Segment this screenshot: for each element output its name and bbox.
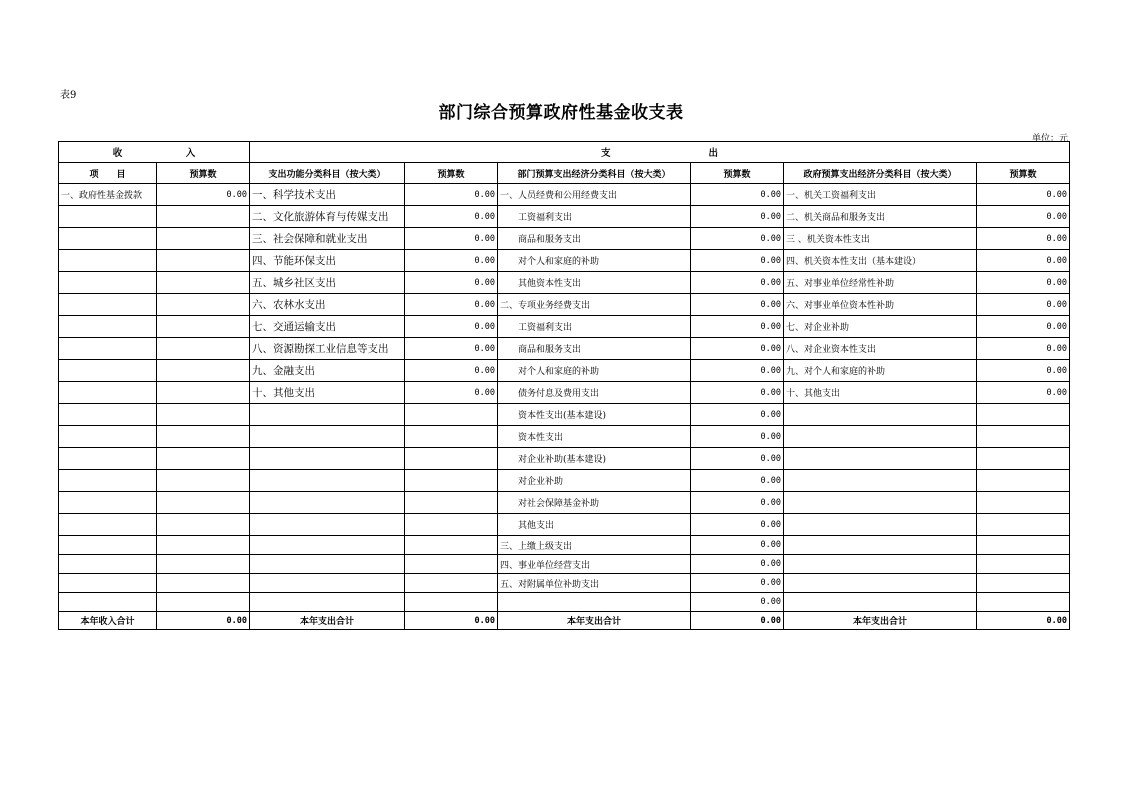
table-row xyxy=(59,250,1070,272)
income-amount xyxy=(157,206,250,228)
dept-econ-amount: 0.00 xyxy=(691,250,784,272)
func-amount: 0.00 xyxy=(405,250,498,272)
gov-econ-item: 八、对企业资本性支出 xyxy=(784,338,977,360)
func-amount: 0.00 xyxy=(405,294,498,316)
func-amount: 0.00 xyxy=(405,338,498,360)
dept-econ-item: 资本性支出(基本建设) xyxy=(498,404,691,426)
gov-econ-item: 九、对个人和家庭的补助 xyxy=(784,360,977,382)
gov-econ-item: 二、机关商品和服务支出 xyxy=(784,206,977,228)
dept-econ-amount: 0.00 xyxy=(691,426,784,448)
income-item xyxy=(59,316,157,338)
dept-econ-item xyxy=(498,593,691,612)
gov-econ-item xyxy=(784,426,977,448)
col-func-budget: 预算数 xyxy=(405,163,498,184)
gov-econ-item: 四、机关资本性支出（基本建设） xyxy=(784,250,977,272)
dept-econ-amount: 0.00 xyxy=(691,228,784,250)
total-income-amount: 0.00 xyxy=(157,612,250,630)
gov-econ-amount: 0.00 xyxy=(977,206,1070,228)
dept-econ-amount: 0.00 xyxy=(691,574,784,593)
func-item xyxy=(250,448,405,470)
income-amount xyxy=(157,426,250,448)
func-item xyxy=(250,536,405,555)
header-row-group xyxy=(59,142,1070,163)
gov-econ-amount: 0.00 xyxy=(977,250,1070,272)
income-item xyxy=(59,338,157,360)
dept-econ-amount: 0.00 xyxy=(691,206,784,228)
income-item xyxy=(59,404,157,426)
income-item xyxy=(59,536,157,555)
func-item xyxy=(250,426,405,448)
func-item: 八、资源勘探工业信息等支出 xyxy=(250,338,405,360)
table-row xyxy=(59,574,1070,593)
gov-econ-amount: 0.00 xyxy=(977,184,1070,206)
gov-econ-amount xyxy=(977,470,1070,492)
gov-econ-amount xyxy=(977,448,1070,470)
dept-econ-item: 工资福利支出 xyxy=(498,206,691,228)
table-row xyxy=(59,426,1070,448)
income-amount xyxy=(157,382,250,404)
header-row-columns xyxy=(59,163,1070,184)
table-row xyxy=(59,536,1070,555)
col-dept-budget: 预算数 xyxy=(691,163,784,184)
func-amount xyxy=(405,536,498,555)
gov-econ-amount xyxy=(977,536,1070,555)
gov-econ-item xyxy=(784,536,977,555)
gov-econ-amount: 0.00 xyxy=(977,294,1070,316)
income-item xyxy=(59,360,157,382)
func-amount xyxy=(405,514,498,536)
func-amount xyxy=(405,470,498,492)
income-amount: 0.00 xyxy=(157,184,250,206)
col-func-class: 支出功能分类科目（按大类） xyxy=(250,163,405,184)
income-amount xyxy=(157,514,250,536)
income-amount xyxy=(157,470,250,492)
func-amount xyxy=(405,404,498,426)
gov-econ-amount: 0.00 xyxy=(977,228,1070,250)
func-item xyxy=(250,514,405,536)
func-amount: 0.00 xyxy=(405,272,498,294)
dept-econ-amount: 0.00 xyxy=(691,448,784,470)
expense-header: 支 出 xyxy=(250,142,1070,163)
dept-econ-amount: 0.00 xyxy=(691,470,784,492)
income-amount xyxy=(157,492,250,514)
income-amount xyxy=(157,574,250,593)
dept-econ-item: 四、事业单位经营支出 xyxy=(498,555,691,574)
func-amount: 0.00 xyxy=(405,360,498,382)
dept-econ-amount: 0.00 xyxy=(691,272,784,294)
gov-econ-item xyxy=(784,574,977,593)
gov-econ-item: 三 、机关资本性支出 xyxy=(784,228,977,250)
budget-table xyxy=(58,141,1070,630)
func-amount: 0.00 xyxy=(405,316,498,338)
income-amount xyxy=(157,360,250,382)
total-income-label: 本年收入合计 xyxy=(59,612,157,630)
func-amount: 0.00 xyxy=(405,206,498,228)
dept-econ-item: 五、对附属单位补助支出 xyxy=(498,574,691,593)
gov-econ-amount xyxy=(977,426,1070,448)
table-row xyxy=(59,316,1070,338)
income-item xyxy=(59,228,157,250)
table-row xyxy=(59,184,1070,206)
page-title: 部门综合预算政府性基金收支表 xyxy=(438,103,684,123)
dept-econ-item: 三、上缴上级支出 xyxy=(498,536,691,555)
income-amount xyxy=(157,536,250,555)
table-row xyxy=(59,206,1070,228)
func-item xyxy=(250,593,405,612)
table-row xyxy=(59,404,1070,426)
income-item xyxy=(59,574,157,593)
income-item xyxy=(59,382,157,404)
gov-econ-amount xyxy=(977,555,1070,574)
income-amount xyxy=(157,294,250,316)
dept-econ-amount: 0.00 xyxy=(691,382,784,404)
total-func-label: 本年支出合计 xyxy=(250,612,405,630)
gov-econ-item xyxy=(784,514,977,536)
func-item: 七、交通运输支出 xyxy=(250,316,405,338)
table-row xyxy=(59,555,1070,574)
gov-econ-item: 一、机关工资福利支出 xyxy=(784,184,977,206)
income-amount xyxy=(157,404,250,426)
income-item xyxy=(59,470,157,492)
income-amount xyxy=(157,228,250,250)
gov-econ-amount xyxy=(977,574,1070,593)
income-item xyxy=(59,448,157,470)
gov-econ-amount: 0.00 xyxy=(977,360,1070,382)
func-item xyxy=(250,492,405,514)
func-amount xyxy=(405,426,498,448)
gov-econ-amount: 0.00 xyxy=(977,316,1070,338)
gov-econ-item xyxy=(784,448,977,470)
func-amount xyxy=(405,593,498,612)
dept-econ-item: 对个人和家庭的补助 xyxy=(498,250,691,272)
func-item: 二、文化旅游体育与传媒支出 xyxy=(250,206,405,228)
income-amount xyxy=(157,338,250,360)
gov-econ-item xyxy=(784,404,977,426)
income-item xyxy=(59,593,157,612)
gov-econ-item: 五、对事业单位经常性补助 xyxy=(784,272,977,294)
func-item xyxy=(250,470,405,492)
total-dept-amount: 0.00 xyxy=(691,612,784,630)
dept-econ-item: 二、专项业务经费支出 xyxy=(498,294,691,316)
col-income-budget: 预算数 xyxy=(157,163,250,184)
dept-econ-item: 商品和服务支出 xyxy=(498,228,691,250)
gov-econ-item xyxy=(784,555,977,574)
dept-econ-item: 其他资本性支出 xyxy=(498,272,691,294)
dept-econ-amount: 0.00 xyxy=(691,593,784,612)
income-amount xyxy=(157,555,250,574)
col-gov-econ-class: 政府预算支出经济分类科目（按大类） xyxy=(784,163,977,184)
gov-econ-item: 七、对企业补助 xyxy=(784,316,977,338)
gov-econ-item: 十、其他支出 xyxy=(784,382,977,404)
dept-econ-item: 一、人员经费和公用经费支出 xyxy=(498,184,691,206)
gov-econ-amount: 0.00 xyxy=(977,272,1070,294)
income-amount xyxy=(157,316,250,338)
income-amount xyxy=(157,448,250,470)
dept-econ-amount: 0.00 xyxy=(691,404,784,426)
func-item xyxy=(250,574,405,593)
table-row xyxy=(59,492,1070,514)
dept-econ-amount: 0.00 xyxy=(691,536,784,555)
dept-econ-item: 债务付息及费用支出 xyxy=(498,382,691,404)
total-func-amount: 0.00 xyxy=(405,612,498,630)
dept-econ-item: 资本性支出 xyxy=(498,426,691,448)
dept-econ-item: 工资福利支出 xyxy=(498,316,691,338)
dept-econ-amount: 0.00 xyxy=(691,514,784,536)
dept-econ-item: 其他支出 xyxy=(498,514,691,536)
func-amount xyxy=(405,448,498,470)
dept-econ-item: 对企业补助(基本建设) xyxy=(498,448,691,470)
gov-econ-item xyxy=(784,593,977,612)
gov-econ-item xyxy=(784,492,977,514)
table-row xyxy=(59,272,1070,294)
dept-econ-item: 对个人和家庭的补助 xyxy=(498,360,691,382)
func-item: 十、其他支出 xyxy=(250,382,405,404)
func-item: 九、金融支出 xyxy=(250,360,405,382)
gov-econ-amount xyxy=(977,593,1070,612)
income-item xyxy=(59,250,157,272)
table-row xyxy=(59,294,1070,316)
col-gov-budget: 预算数 xyxy=(977,163,1070,184)
income-header: 收 入 xyxy=(59,142,250,163)
income-item xyxy=(59,294,157,316)
dept-econ-item: 商品和服务支出 xyxy=(498,338,691,360)
gov-econ-item: 六、对事业单位资本性补助 xyxy=(784,294,977,316)
table-row xyxy=(59,448,1070,470)
income-item: 一、政府性基金拨款 xyxy=(59,184,157,206)
func-amount xyxy=(405,492,498,514)
gov-econ-amount: 0.00 xyxy=(977,338,1070,360)
income-item xyxy=(59,206,157,228)
func-amount xyxy=(405,574,498,593)
totals-row xyxy=(59,612,1070,630)
dept-econ-item: 对企业补助 xyxy=(498,470,691,492)
gov-econ-amount xyxy=(977,404,1070,426)
func-item xyxy=(250,404,405,426)
income-item xyxy=(59,555,157,574)
func-item: 三、社会保障和就业支出 xyxy=(250,228,405,250)
table-number: 表9 xyxy=(60,90,77,101)
table-row xyxy=(59,382,1070,404)
dept-econ-amount: 0.00 xyxy=(691,184,784,206)
income-amount xyxy=(157,593,250,612)
gov-econ-amount: 0.00 xyxy=(977,382,1070,404)
gov-econ-amount xyxy=(977,514,1070,536)
func-amount: 0.00 xyxy=(405,382,498,404)
total-dept-label: 本年支出合计 xyxy=(498,612,691,630)
func-item xyxy=(250,555,405,574)
func-amount: 0.00 xyxy=(405,184,498,206)
income-item xyxy=(59,426,157,448)
dept-econ-amount: 0.00 xyxy=(691,316,784,338)
income-item xyxy=(59,514,157,536)
func-item: 五、城乡社区支出 xyxy=(250,272,405,294)
income-amount xyxy=(157,272,250,294)
total-gov-amount: 0.00 xyxy=(977,612,1070,630)
func-item: 一、科学技术支出 xyxy=(250,184,405,206)
income-item xyxy=(59,492,157,514)
income-item xyxy=(59,272,157,294)
table-row xyxy=(59,360,1070,382)
income-amount xyxy=(157,250,250,272)
table-row xyxy=(59,228,1070,250)
func-item: 六、农林水支出 xyxy=(250,294,405,316)
table-row xyxy=(59,338,1070,360)
dept-econ-amount: 0.00 xyxy=(691,294,784,316)
func-item: 四、节能环保支出 xyxy=(250,250,405,272)
gov-econ-amount xyxy=(977,492,1070,514)
dept-econ-amount: 0.00 xyxy=(691,338,784,360)
col-item: 项 目 xyxy=(59,163,157,184)
func-amount: 0.00 xyxy=(405,228,498,250)
table-row xyxy=(59,470,1070,492)
dept-econ-amount: 0.00 xyxy=(691,360,784,382)
dept-econ-item: 对社会保障基金补助 xyxy=(498,492,691,514)
gov-econ-item xyxy=(784,470,977,492)
table-row xyxy=(59,514,1070,536)
dept-econ-amount: 0.00 xyxy=(691,555,784,574)
col-dept-econ-class: 部门预算支出经济分类科目（按大类） xyxy=(498,163,691,184)
total-gov-label: 本年支出合计 xyxy=(784,612,977,630)
dept-econ-amount: 0.00 xyxy=(691,492,784,514)
func-amount xyxy=(405,555,498,574)
table-row xyxy=(59,593,1070,612)
unit-label: 单位：元 xyxy=(1031,134,1068,144)
